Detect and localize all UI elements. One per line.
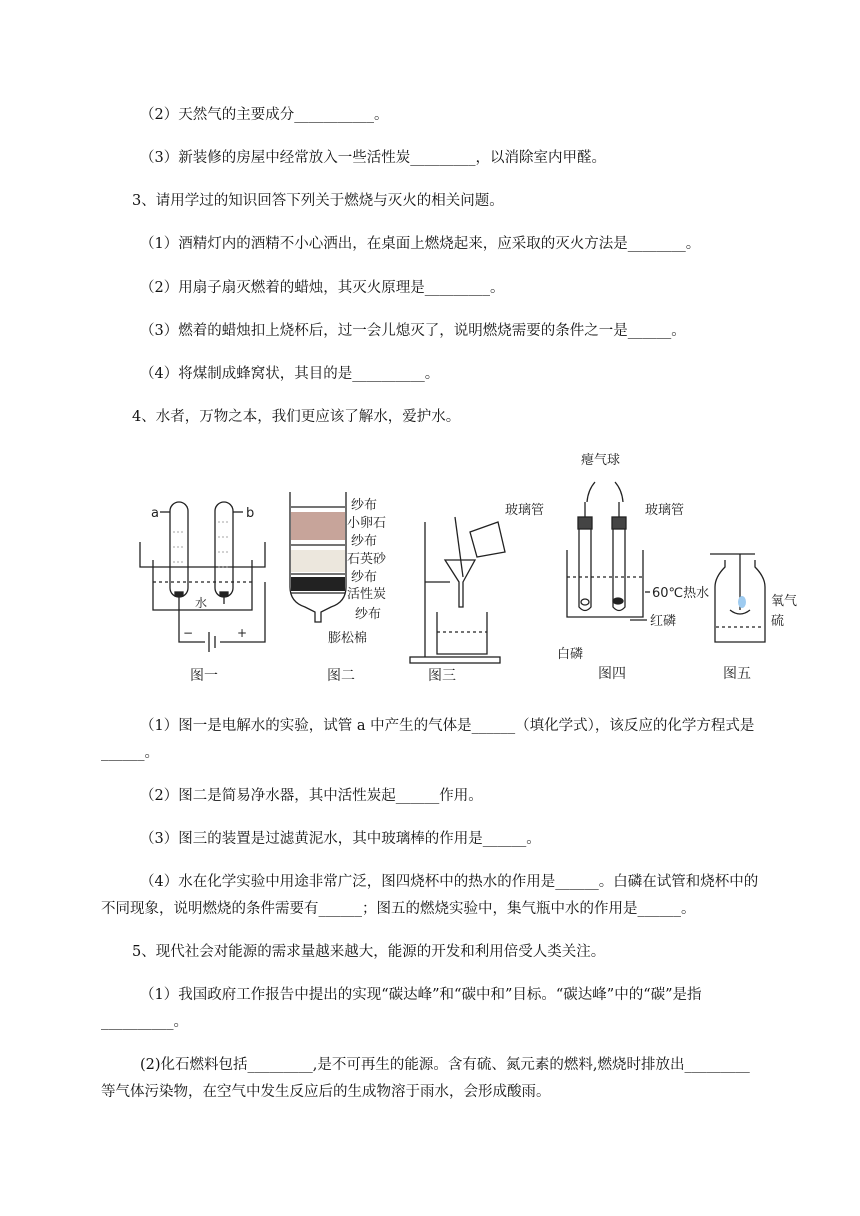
figure-2-caption: 图二	[327, 668, 355, 684]
label-white-phosphorus: 白磷	[557, 647, 584, 662]
question-3-1: （1）酒精灯内的酒精不小心洒出，在桌面上燃烧起来，应采取的灭火方法是________。	[140, 236, 701, 252]
label-b: b	[246, 506, 255, 521]
question-5-2: (2)化石燃料包括_________,是不可再生的能源。含有硫、氮元素的燃料,燃烧时排放出_________	[140, 1057, 750, 1073]
fig2-label: 纱布	[351, 570, 378, 585]
label-sulfur: 硫	[771, 614, 785, 629]
fig2-label: 膨松棉	[328, 631, 368, 646]
question-3-heading: 3、请用学过的知识回答下列关于燃烧与灭火的相关问题。	[132, 193, 504, 209]
label-tube-right: 玻璃管	[645, 503, 685, 518]
question-5-1: （1）我国政府工作报告中提出的实现“碳达峰”和“碳中和”目标。“碳达峰”中的“碳”是指	[140, 987, 702, 1003]
label-balloon: 瘪气球	[581, 453, 621, 468]
fig2-label: 石英砂	[347, 552, 387, 567]
question-3-3: （3）燃着的蜡烛扣上烧杯后，过一会儿熄灭了，说明燃烧需要的条件之一是______。	[140, 323, 686, 339]
fig2-label: 小卵石	[347, 516, 387, 531]
figure-1-caption: 图一	[190, 668, 218, 684]
fig2-label: 纱布	[351, 498, 378, 513]
figure-5-caption: 图五	[723, 666, 751, 682]
question-4-3: （3）图三的装置是过滤黄泥水，其中玻璃棒的作用是______。	[140, 831, 541, 847]
question-4-heading: 4、水者，万物之本，我们更应该了解水，爱护水。	[132, 409, 461, 425]
label-oxygen: 氧气	[771, 594, 798, 609]
fig2-label: 活性炭	[347, 587, 387, 602]
label-red-phosphorus: 红磷	[650, 614, 677, 629]
question-4-4: （4）水在化学实验中用途非常广泛，图四烧杯中的热水的作用是______。白磷在试管和烧杯中的	[140, 874, 759, 890]
figure-2-purifier	[290, 492, 387, 684]
figure-3-caption: 图三	[428, 668, 456, 684]
figure-1-electrolysis	[140, 502, 265, 684]
text-line: （2）天然气的主要成分___________。	[140, 107, 389, 123]
figure-panel	[125, 442, 805, 702]
question-4-1: （1）图一是电解水的实验，试管 a 中产生的气体是______（填化学式），该反应的化学方程式是	[140, 718, 755, 734]
label-tube-left: 玻璃管	[505, 503, 545, 518]
text-line: （3）新装修的房屋中经常放入一些活性炭_________，以消除室内甲醛。	[140, 150, 606, 166]
question-3-4: （4）将煤制成蜂窝状，其目的是__________。	[140, 366, 440, 382]
figure-3-filtration	[410, 517, 505, 684]
question-5-2-continued: 等气体污染物，在空气中发生反应后的生成物溶于雨水，会形成酸雨。	[101, 1084, 551, 1100]
question-4-2: （2）图二是简易净水器，其中活性炭起______作用。	[140, 788, 483, 804]
question-3-2: （2）用扇子扇灭燃着的蜡烛，其灭火原理是_________。	[140, 280, 505, 296]
question-5-heading: 5、现代社会对能源的需求量越来越大，能源的开发和利用倍受人类关注。	[132, 944, 606, 960]
question-5-1-continued: __________。	[101, 1014, 188, 1030]
svg-text:−: −	[183, 626, 194, 640]
question-4-4-continued: 不同现象，说明燃烧的条件需要有______；图五的燃烧实验中，集气瓶中水的作用是______。	[101, 901, 696, 917]
label-hot-water: 60℃热水	[652, 586, 710, 601]
fig2-label: 纱布	[351, 534, 378, 549]
svg-text:+: +	[237, 626, 248, 640]
label-a: a	[151, 506, 159, 521]
question-4-1-continued: ______。	[101, 745, 159, 761]
figure-5-sulfur	[710, 554, 797, 682]
label-water: 水	[195, 596, 208, 610]
figure-4-caption: 图四	[598, 666, 626, 682]
figure-4-combustion	[505, 452, 709, 682]
fig2-label: 纱布	[355, 607, 382, 622]
